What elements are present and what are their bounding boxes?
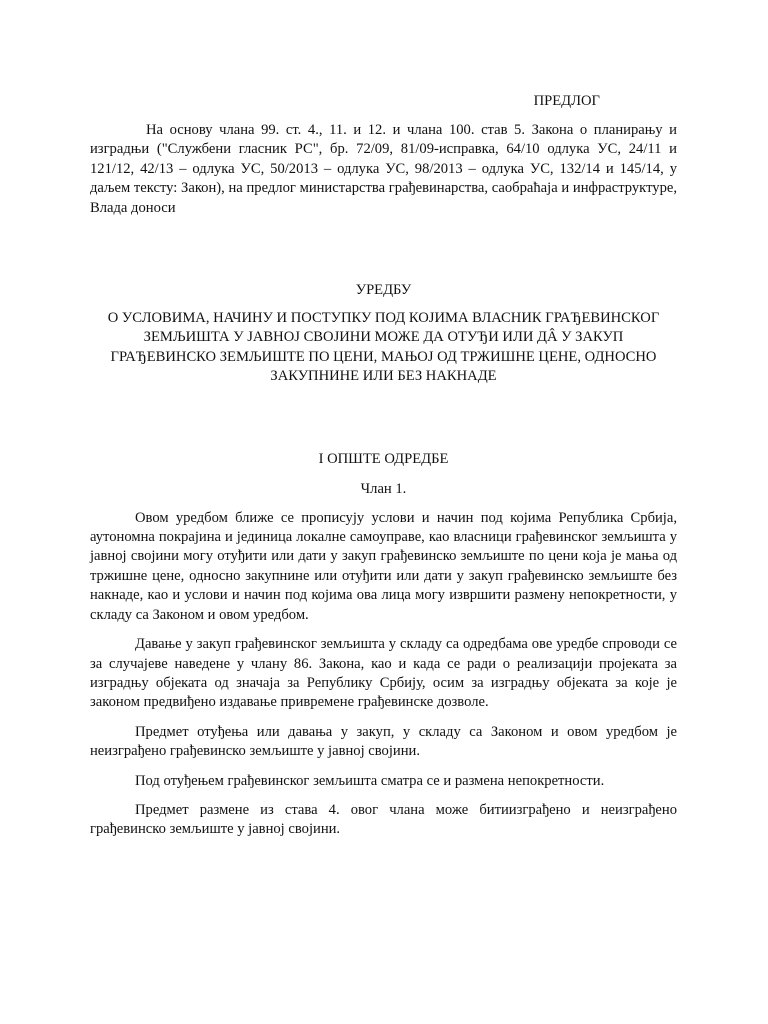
proposal-label: ПРЕДЛОГ — [533, 93, 600, 109]
article-paragraph-1: Овом уредбом ближе се прописују услови и начин под којима Република Србија, аутономна покрајина и јединица локалне самоуправе, као власници грађевинског земљишта у јавној својини могу отуђити или дати у закуп грађевинско земљиште по цени која је мања од тржишне цене, односно закупнине или отуђити или дати у закуп грађевинско земљиште без накнаде, као и услови и начин под којима ова лица могу извршити размену непокретности, у складу са Законом и овом уредбом. — [90, 509, 677, 623]
article-title: Члан 1. — [360, 480, 407, 497]
article-paragraph-3: Предмет отуђења или давања у закуп, у складу са Законом и овом уредбом је неизграђено грађевинско земљиште у јавној својини. — [90, 723, 677, 760]
article-paragraph-5: Предмет размене из става 4. овог члана може битиизграђено и неизграђено грађевинско земљиште у јавној својини. — [90, 801, 677, 838]
decree-title: УРЕДБУ — [355, 282, 412, 299]
document-page — [90, 91, 677, 840]
decree-subtitle: О УСЛОВИМА, НАЧИНУ И ПОСТУПКУ ПОД КОЈИМА ВЛАСНИК ГРАЂЕВИНСКОГ ЗЕМЉИШТА У ЈАВНОЈ СВОЈИНИ МОЖЕ ДА ОТУЂИ ИЛИ ДÂ У ЗАКУП ГРАЂЕВИНСКО ЗЕМЉИШТЕ ПО ЦЕНИ, МАЊОЈ ОД ТРЖИШНЕ ЦЕНЕ, ОДНОСНО ЗАКУПНИНЕ ИЛИ БЕЗ НАКНАДЕ — [107, 310, 660, 385]
section-title: I ОПШТЕ ОДРЕДБЕ — [318, 450, 449, 467]
article-paragraph-4: Под отуђењем грађевинског земљишта сматра се и размена непокретности. — [135, 772, 605, 789]
preamble-paragraph: На основу члана 99. ст. 4., 11. и 12. и члана 100. став 5. Закона о планирању и изградњи ("Службени гласник РС", бр. 72/09, 81/09-исправка, 64/10 одлука УС, 24/11 и 121/12, 42/13 – одлука УС, 50/2013 – одлука УС, 98/2013 – одлука УС, 132/14 и 145/14, у даљем тексту: Закон), на предлог министарства грађевинарства, саобраћаја и инфраструктуре, Влада доноси — [90, 122, 677, 216]
article-paragraph-2: Давање у закуп грађевинског земљишта у складу са одредбама ове уредбе спроводи се за случајеве наведене у члану 86. Закона, као и када се ради о реализацији пројеката за изградњу објеката од значаја за Републику Србију, осим за изградњу објеката за које је законом предвиђено издавање привремене грађевинске дозволе. — [90, 636, 677, 711]
